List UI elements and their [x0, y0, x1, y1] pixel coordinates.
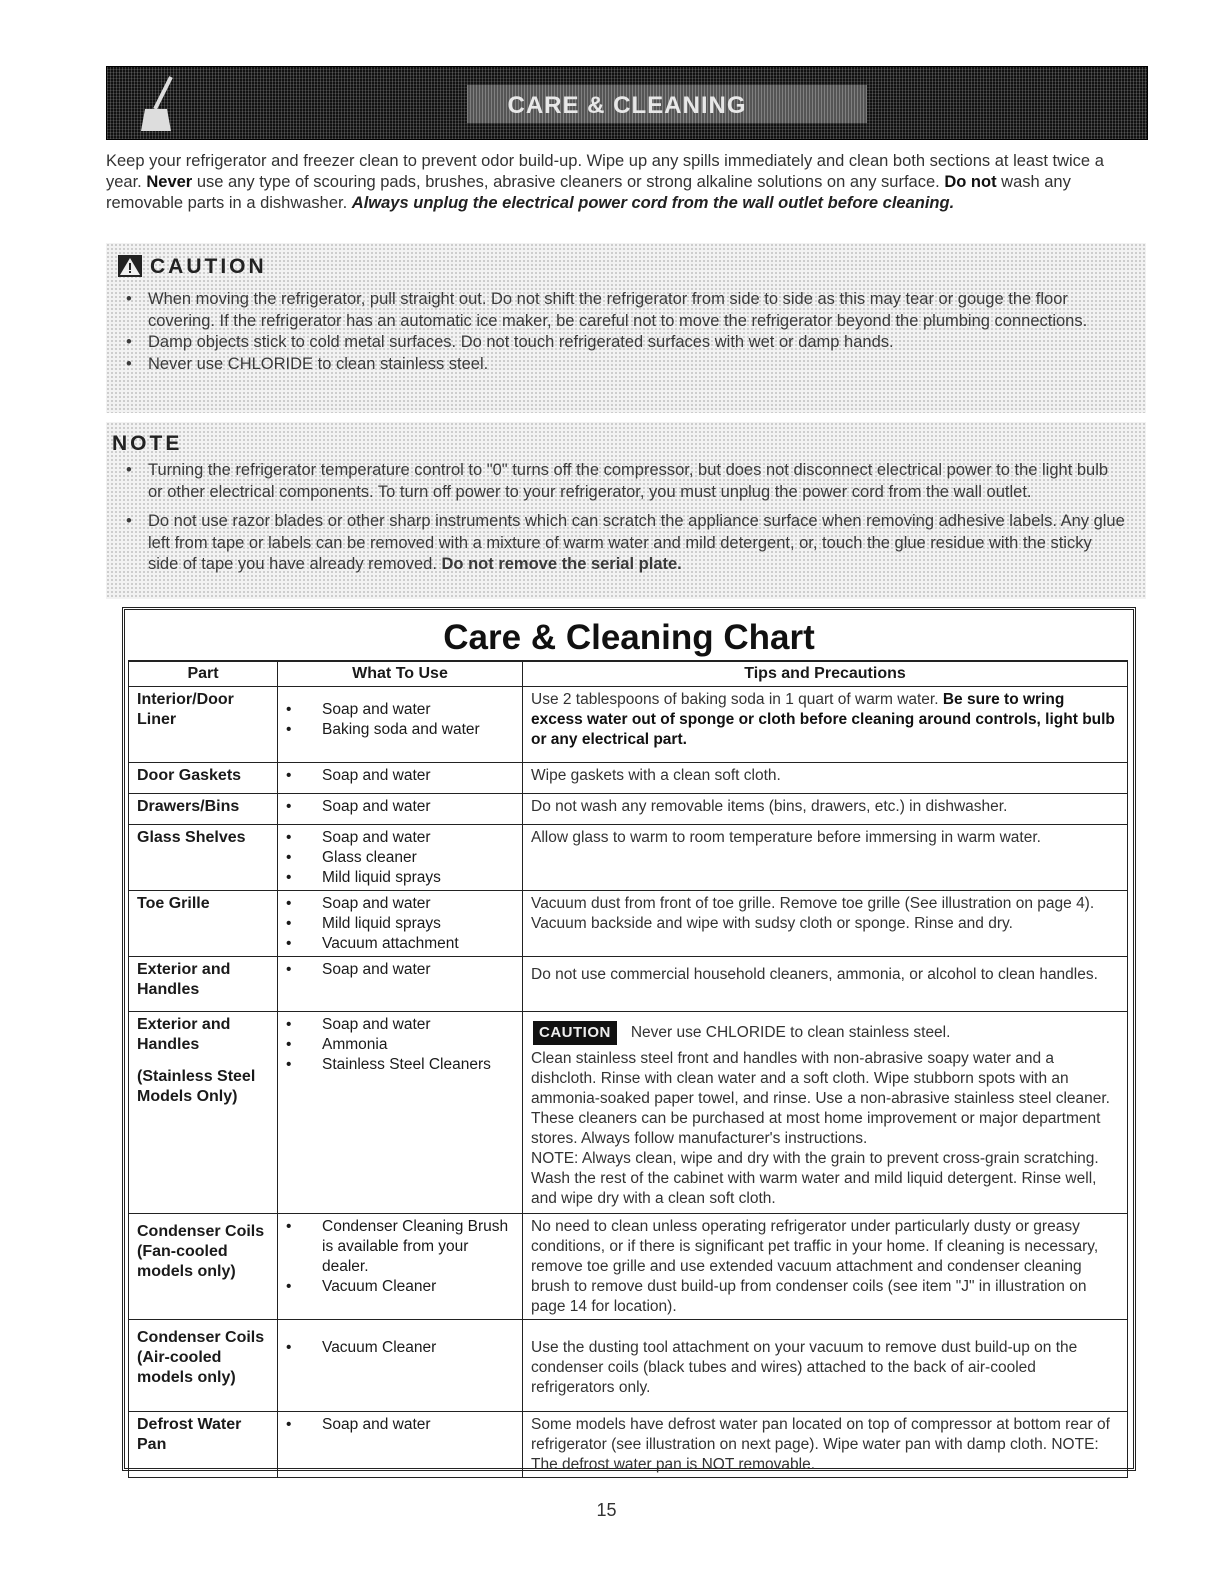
caution-item: • Damp objects stick to cold metal surfaces. Do not touch refrigerated surfaces with wet or damp hands.: [126, 332, 1126, 354]
table-header-row: [129, 661, 1128, 687]
warning-icon: [118, 255, 142, 277]
table-row: [129, 1214, 1128, 1320]
tips-cell: No need to clean unless operating refrigerator under particularly dusty or greasy conditions, or if there is significant pet traffic in your home. If cleaning is necessary, remove toe grille and use extended vacuum attachment and condenser cleaning brush to remove dust build-up from condenser coils (see item "J" in illustration on page 14 for location).: [523, 1214, 1128, 1320]
tips-bold: Be sure to wring excess water out of sponge or cloth before cleaning around controls, light bulb or any electrical part.: [531, 691, 1115, 748]
part-cell: Glass Shelves: [129, 825, 278, 891]
table-row: [129, 1412, 1128, 1478]
intro-always-unplug: Always unplug the electrical power cord from the wall outlet before cleaning.: [351, 194, 955, 212]
care-cleaning-chart: [122, 607, 1136, 1471]
use-item: • Mild liquid sprays: [286, 914, 514, 934]
table-row: [129, 825, 1128, 891]
use-cell: [278, 1214, 523, 1320]
use-item: • Mild liquid sprays: [286, 868, 514, 888]
use-item: • Vacuum Cleaner: [286, 1338, 514, 1358]
tips-cell: Do not wash any removable items (bins, drawers, etc.) in dishwasher.: [523, 794, 1128, 825]
tips-cell: Some models have defrost water pan located on top of compressor at bottom rear of refrigerator (see illustration on next page). Wipe water pan with damp cloth. NOTE: The defrost water pan is NOT removable.: [523, 1412, 1128, 1478]
use-item: • Soap and water: [286, 797, 514, 817]
tips-cell: Wipe gaskets with a clean soft cloth.: [523, 763, 1128, 794]
use-cell: [278, 687, 523, 763]
use-cell: [278, 1320, 523, 1412]
use-item: • Soap and water: [286, 960, 514, 980]
note-list: [126, 460, 1126, 576]
table-row: [129, 794, 1128, 825]
use-cell: [278, 891, 523, 957]
note-item: [126, 511, 1126, 576]
tips-cell: Vacuum dust from front of toe grille. Remove toe grille (See illustration on page 4). Vacuum backside and wipe with sudsy cloth or sponge. Rinse and dry.: [523, 891, 1128, 957]
use-item: • Vacuum attachment: [286, 934, 514, 954]
part-cell: Defrost Water Pan: [129, 1412, 278, 1478]
use-item: • Soap and water: [286, 1015, 514, 1035]
tips-text: Use 2 tablespoons of baking soda in 1 quart of warm water.: [531, 691, 943, 708]
caution-badge: CAUTION: [533, 1021, 617, 1045]
part-cell: Toe Grille: [129, 891, 278, 957]
use-item: • Soap and water: [286, 1415, 514, 1435]
intro-never: Never: [146, 173, 193, 191]
use-item: • Soap and water: [286, 828, 514, 848]
caution-box: [106, 243, 1146, 413]
note-box: [106, 422, 1146, 599]
part-subtitle: (Stainless Steel Models Only): [137, 1068, 256, 1105]
table-row: [129, 891, 1128, 957]
tips-cell: Do not use commercial household cleaners, ammonia, or alcohol to clean handles.: [523, 957, 1128, 1012]
intro-text-3: wash any removable parts in a dishwasher.: [106, 173, 1071, 212]
use-item: • Glass cleaner: [286, 848, 514, 868]
use-item: • Soap and water: [286, 894, 514, 914]
intro-text-2: use any type of scouring pads, brushes, abrasive cleaners or strong alkaline solutions on any surface.: [192, 173, 945, 191]
use-cell: [278, 825, 523, 891]
caution-heading: CAUTION: [150, 255, 267, 278]
caution-text: Never use CHLORIDE to clean stainless steel.: [630, 1024, 951, 1041]
tips-cell: Use the dusting tool attachment on your vacuum to remove dust build-up on the condenser coils (black tubes and wires) attached to the back of air-cooled refrigerators only.: [523, 1320, 1128, 1412]
tips-text: Clean stainless steel front and handles with non-abrasive soapy water and a dishcloth. Rinse with clean water and a soft cloth. Wipe stubborn spots with an ammonia-soaked paper towel, and rinse. Use a non-abrasive stainless steel cleaner. These cleaners can be purchased at most home improvement or major department stores. Always follow manufacturer's instructions.: [531, 1050, 1110, 1147]
caution-item: • Never use CHLORIDE to clean stainless steel.: [126, 354, 1126, 376]
use-cell: [278, 763, 523, 794]
use-cell: [278, 1412, 523, 1478]
table-row: [129, 1320, 1128, 1412]
intro-text-1: Keep your refrigerator and freezer clean to prevent odor build-up. Wipe up any spills immediately and clean both sections at least twice a year.: [106, 152, 1104, 191]
tips-cell: [523, 1012, 1128, 1214]
part-cell: Drawers/Bins: [129, 794, 278, 825]
caution-line: [533, 1021, 1119, 1045]
note-item-bold: Do not remove the serial plate.: [441, 555, 682, 573]
care-table: [128, 660, 1128, 1478]
part-cell: Interior/Door Liner: [129, 687, 278, 763]
tips-cell: Allow glass to warm to room temperature before immersing in warm water.: [523, 825, 1128, 891]
part-cell: [129, 1012, 278, 1214]
part-cell: Door Gaskets: [129, 763, 278, 794]
caution-item: • When moving the refrigerator, pull straight out. Do not shift the refrigerator from side to side as this may tear or gouge the floor covering. If the refrigerator has an automatic ice maker, be careful not to move the refrigerator beyond the plumbing connections.: [126, 289, 1126, 332]
tips-cell: [523, 687, 1128, 763]
header-part: Part: [129, 661, 278, 687]
note-item-text: Do not use razor blades or other sharp instruments which can scratch the appliance surface when removing adhesive labels. Any glue left from tape or labels can be removed with a mixture of warm water and mild detergent, or, touch the glue residue with the sticky side of tape you have already removed.: [148, 512, 1125, 573]
use-item: • Ammonia: [286, 1035, 514, 1055]
use-cell: [278, 794, 523, 825]
section-banner: [106, 66, 1148, 140]
table-row: [129, 687, 1128, 763]
use-item: • Soap and water: [286, 700, 514, 720]
use-cell: [278, 957, 523, 1012]
part-cell: Condenser Coils (Fan-cooled models only): [129, 1214, 278, 1320]
intro-do-not: Do not: [944, 173, 997, 191]
table-row: [129, 957, 1128, 1012]
use-item: • Condenser Cleaning Brush is available from your dealer.: [286, 1217, 514, 1277]
page-number: 15: [596, 1500, 617, 1520]
use-item: • Stainless Steel Cleaners: [286, 1055, 514, 1075]
note-heading: NOTE: [112, 432, 183, 455]
use-item: • Soap and water: [286, 766, 514, 786]
part-name: Exterior and Handles: [137, 1016, 231, 1053]
table-row: [129, 1012, 1128, 1214]
use-item: • Baking soda and water: [286, 720, 514, 740]
use-item: • Vacuum Cleaner: [286, 1277, 514, 1297]
header-tips: Tips and Precautions: [523, 661, 1128, 687]
section-title: CARE & CLEANING: [507, 92, 747, 119]
chart-title: Care & Cleaning Chart: [443, 618, 815, 657]
table-row: [129, 763, 1128, 794]
caution-list: [126, 289, 1126, 375]
use-cell: [278, 1012, 523, 1214]
intro-paragraph: [106, 151, 1106, 214]
header-what-to-use: What To Use: [278, 661, 523, 687]
tips-note: NOTE: Always clean, wipe and dry with the grain to prevent cross-grain scratching. Wash the rest of the cabinet with warm water and mild liquid detergent. Rinse well, and wipe dry with a clean soft cloth.: [531, 1150, 1099, 1207]
part-cell: Exterior and Handles: [129, 957, 278, 1012]
note-item: • Turning the refrigerator temperature control to "0" turns off the compressor, but does not disconnect electrical power to the light bulb or other electrical components. To turn off power to your refrigerator, you must unplug the power cord from the wall outlet.: [126, 460, 1126, 503]
part-cell: Condenser Coils (Air-cooled models only): [129, 1320, 278, 1412]
